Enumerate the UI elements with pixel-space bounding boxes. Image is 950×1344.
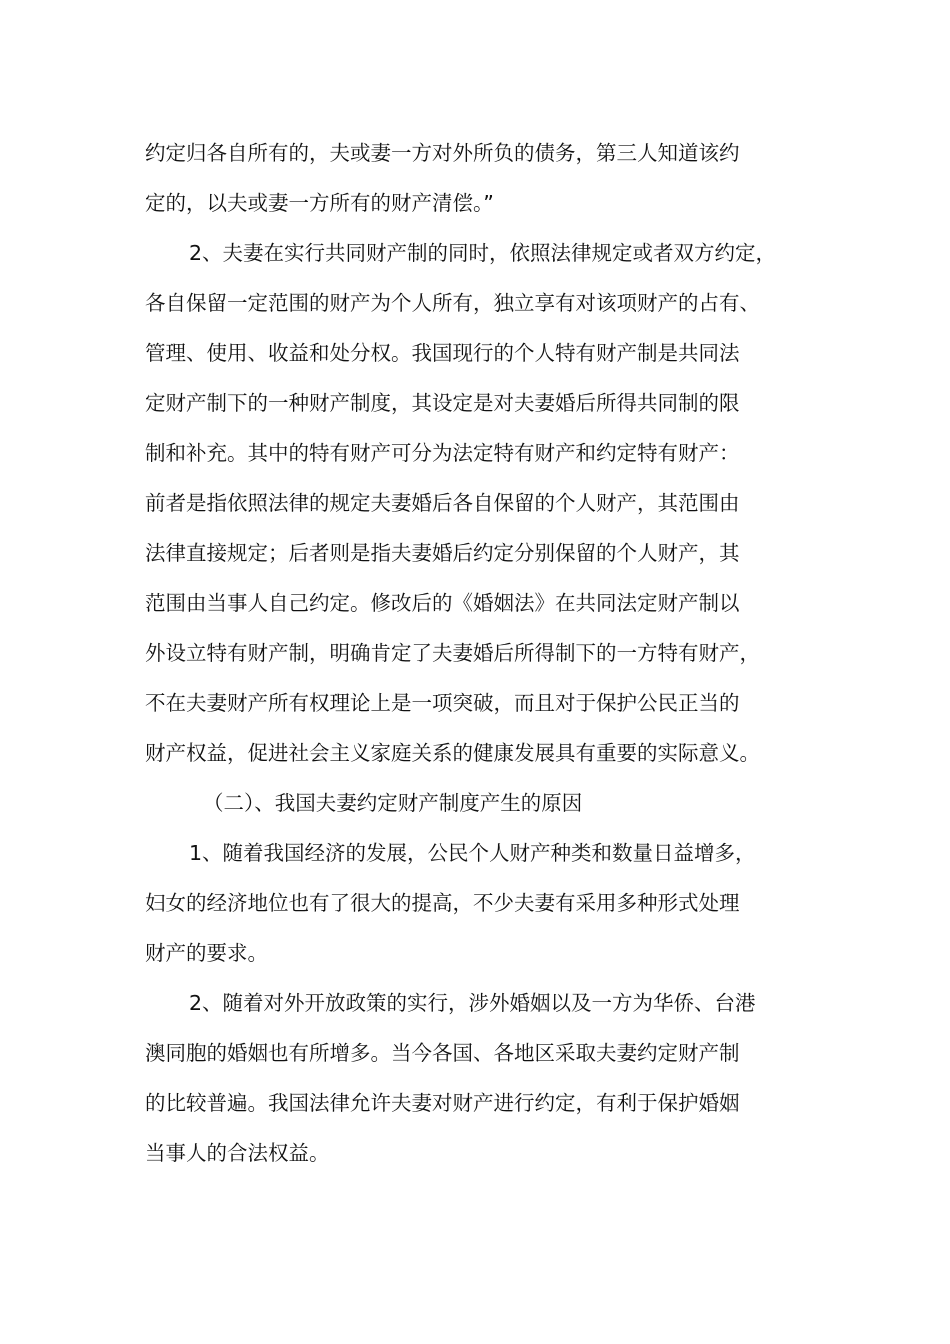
text-line: 各自保留一定范围的财产为个人所有，独立享有对该项财产的占有、	[145, 291, 760, 315]
section-heading: （二）、我国夫妻约定财产制度产生的原因	[203, 791, 583, 815]
text-line: 妇女的经济地位也有了很大的提高，不少夫妻有采用多种形式处理	[145, 891, 740, 915]
text-line: 范围由当事人自己约定。修改后的《婚姻法》在共同法定财产制以	[145, 591, 740, 615]
text-line: 约定归各自所有的，夫或妻一方对外所负的债务，第三人知道该约	[145, 141, 740, 165]
text-line: 财产权益，促进社会主义家庭关系的健康发展具有重要的实际意义。	[145, 741, 760, 765]
text-line: 财产的要求。	[145, 941, 268, 965]
text-line: 的比较普遍。我国法律允许夫妻对财产进行约定，有利于保护婚姻	[145, 1091, 740, 1115]
text-line: 不在夫妻财产所有权理论上是一项突破，而且对于保护公民正当的	[145, 691, 740, 715]
text-line: 前者是指依照法律的规定夫妻婚后各自保留的个人财产，其范围由	[145, 491, 740, 515]
paragraph-start-line: 1、随着我国经济的发展，公民个人财产种类和数量日益增多，	[189, 841, 756, 865]
text-line: 当事人的合法权益。	[145, 1141, 330, 1165]
paragraph-start-line: 2、随着对外开放政策的实行，涉外婚姻以及一方为华侨、台港	[189, 991, 756, 1015]
text-line: 外设立特有财产制，明确肯定了夫妻婚后所得制下的一方特有财产，	[145, 641, 760, 665]
text-line: 法律直接规定；后者则是指夫妻婚后约定分别保留的个人财产，其	[145, 541, 740, 565]
paragraph-start-line: 2、夫妻在实行共同财产制的同时，依照法律规定或者双方约定，	[189, 241, 777, 265]
document-body	[145, 128, 825, 1178]
text-line: 澳同胞的婚姻也有所增多。当今各国、各地区采取夫妻约定财产制	[145, 1041, 740, 1065]
text-line: 定财产制下的一种财产制度，其设定是对夫妻婚后所得共同制的限	[145, 391, 740, 415]
text-line: 定的，以夫或妻一方所有的财产清偿。”	[145, 191, 494, 215]
text-line: 制和补充。其中的特有财产可分为法定特有财产和约定特有财产：	[145, 441, 740, 465]
text-line: 管理、使用、收益和处分权。我国现行的个人特有财产制是共同法	[145, 341, 740, 365]
